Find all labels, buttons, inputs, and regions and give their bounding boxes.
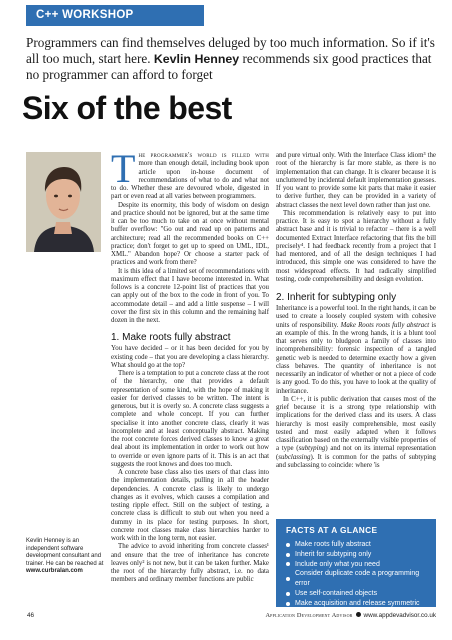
list-item (286, 599, 432, 609)
list-item (286, 589, 432, 599)
article-paragraph: A concrete base class also ties users of that class into the implementation details, pulling in all the header dependencies. A concrete class is likely to undergo changes as it evolves, which causes a compilation and testing ripple effect. Still on the subject of testing, a concrete class is difficult to stub out when you need a dummy in its place for testing purposes. In short, concrete root classes make class hierarchies harder to work with in the long term, not easier. (111, 469, 269, 542)
caption-text: Kevlin Henney is an independent software development consultant and trainer. He can be reached at (26, 538, 104, 567)
article-paragraph: The advice to avoid inheriting from concrete classes¹ and ensure that the tree of inheritance has concrete leaves only² is not new, but it can be taken further. Make the root of the hierarchy fully abstract, i.e. no data members and ordinary member functions are public (111, 543, 269, 584)
italic-term: subclassing (278, 453, 311, 461)
fact-text: Make roots fully abstract (295, 541, 371, 548)
facts-heading: FACTS AT A GLANCE (286, 525, 378, 535)
standfirst-text-end: recommends six good practices that no programmer can afford to forget (26, 50, 432, 82)
drop-cap: T (111, 146, 136, 191)
article-paragraph: There is a temptation to put a concrete class at the root of the hierarchy, one that provides a default representation of some kind, with the hope of making it easier for derived classes to be written. The intent is generous, but it is overly so. A concrete class suggests a complete and whole concept. If you can further specialise it into another concrete class, clearly it was incomplete and at least conceptually abstract. Making the root concrete forces derived classes to know a great deal about its implementation in order to work out how to override or even ignore parts of it. This is an act that suggests the root knows and does too much. (111, 370, 269, 468)
article-column-2 (276, 152, 436, 470)
article-paragraph: Despite its enormity, this body of wisdom on design and practice should not be ignored, but at the same time it can be too much to take on at once without mental buffer overflow: "Go out and read up on patterns and architecture; read all the recommended books on C++ practice; don't forget to get up to speed on UML, IDL, XML." Abandon hope? Or choose a starter pack of practices and work from there? (111, 201, 269, 267)
list-item (286, 569, 432, 589)
italic-phrase: Make Roots roots fully abstract (340, 321, 430, 329)
publication-info (265, 612, 436, 619)
italic-term: subtyping (298, 445, 326, 453)
paragraph-text: more than enough detail, including book upon article upon in-house document of recommendations of what to do and what not to do. Whether these are devoured whole, digested in part or even read at all varies between programmers. (111, 160, 269, 201)
list-item (286, 540, 432, 550)
section-heading-2: 2. Inherit for subtyping only (276, 292, 397, 303)
article-paragraph: You have decided – or it has been decided for you by existing code – that you are developing a class hierarchy. What should go at the top? (111, 345, 269, 369)
list-item (286, 550, 432, 560)
standfirst-text-start: Programmers can find themselves deluged by too much information. So if it's all too much, start here. (26, 35, 435, 66)
fact-text: Inherit for subtyping only (295, 550, 372, 558)
standfirst (26, 35, 436, 83)
article-paragraph (276, 396, 436, 470)
bullet-icon (286, 602, 290, 606)
section-banner (26, 5, 204, 26)
bullet-icon (286, 543, 290, 547)
publication-name: Application Development Advisor (265, 612, 353, 619)
article-paragraph: It is this idea of a limited set of recommendations with maximum effect that I have become interested in. What follows is a concrete 12-point list of practices that you can apply out of the box to the code in front of you. To accommodate detail – and add a little suspense – I will cover the first six in this column and the remaining half dozen in the next. (111, 267, 269, 324)
lead-in-smallcaps: he programmer's world is filled with (138, 152, 269, 159)
article-paragraph (111, 146, 269, 202)
paragraph-text: Inheritance is a powerful tool. In the right hands, it can be used to create a loosely coupled system with cohesive units of responsibility. (276, 305, 436, 329)
author-name: Kevlin Henney (153, 51, 240, 66)
bullet-icon (286, 577, 290, 581)
page-number: 46 (27, 612, 35, 619)
bullet-icon (286, 592, 290, 596)
page-footer (0, 612, 452, 626)
list-item (286, 560, 432, 570)
article-paragraph: This recommendation is relatively easy to put into practice. It is easy to spot a hierarchy without a fully abstract base and it is trivial to refactor – there is a well documented Extract Interface refactoring that fits the bill precisely⁴. I had feedback recently from a project that I had mentored, and of all the design techniques I had introduced, this simple one was considered to have the most widespread effects. It had radically simplified testing, code comprehensibility and design evolution. (276, 209, 436, 283)
fact-text: Make acquisition and release symmetric (295, 599, 420, 607)
fact-text: Include only what you need (295, 560, 380, 568)
author-photo (26, 152, 101, 252)
paragraph-text: is an example of this. In the wrong hands, it is a blunt tool that serves only to bludgeon a family of classes into incomprehensibility: forensic inspection of a tangled genetic web is needed to determine exactly how a given class behaves. The quantity of inheritance is not necessarily an indicator of whether or not a piece of code is any good. To do this, you have to look at the quality of inheritance. (276, 321, 436, 395)
fact-text: Consider duplicate code a programming error (295, 570, 420, 588)
separator-dot-icon (356, 612, 361, 617)
author-website-link[interactable]: www.curbralan.com (26, 568, 83, 575)
paragraph-text: ). It is common for the paths of subtyping and subclassing to coincide: where 'is (276, 453, 436, 469)
article-column-1 (111, 146, 269, 585)
section-heading-1: 1. Make roots fully abstract (111, 332, 231, 344)
article-paragraph (276, 305, 436, 396)
paragraph-text: ) and not on its internal representation ( (276, 445, 436, 461)
bullet-icon (286, 553, 290, 557)
article-headline: Six of the best (22, 90, 232, 126)
section-banner-label: C++ WORKSHOP (36, 9, 134, 21)
fact-text: Use self-contained objects (295, 589, 378, 597)
facts-list (276, 540, 436, 609)
bullet-icon (286, 562, 290, 566)
paragraph-text: In C++, it is public derivation that causes most of the grief because it is a strong type relationship with implications for the derived class and its users. A class hierarchy is most easily comprehensible, most easily tested and most easily adapted when it follows classification based on the externally visible properties of a type ( (276, 395, 436, 453)
facts-at-a-glance-box (276, 519, 436, 607)
publication-website-link[interactable]: www.appdevadvisor.co.uk (363, 612, 436, 619)
article-paragraph: and pure virtual only. With the Interface Class idiom³ the root of the hierarchy is far more stable, as there is no implementation that can change. It is clearer because it is uncluttered by incidental default implementation guesses. If you want to provide some kit parts that make it easier to derive further, they can be provided in a variety of abstract classes the next level down rather than just one. (276, 152, 436, 209)
author-caption (26, 538, 104, 576)
